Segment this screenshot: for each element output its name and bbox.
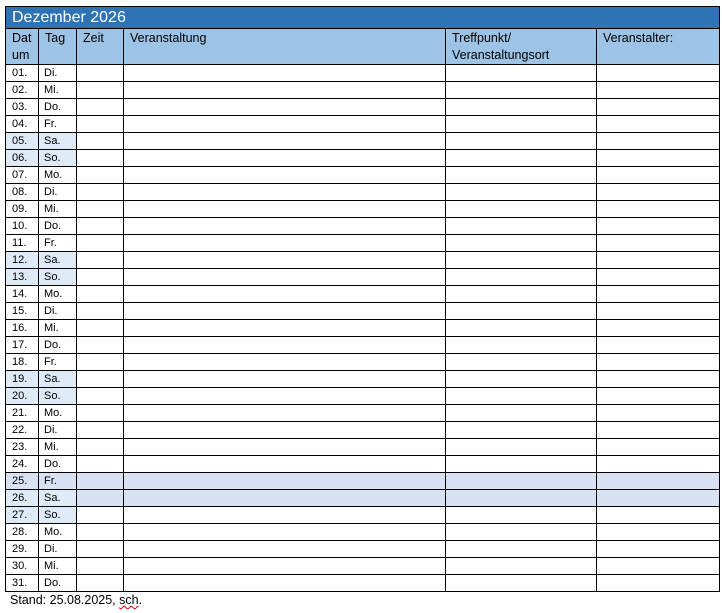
time-cell bbox=[77, 99, 124, 116]
table-row bbox=[6, 507, 720, 524]
location-cell bbox=[446, 575, 597, 592]
event-cell bbox=[124, 558, 446, 575]
location-cell bbox=[446, 303, 597, 320]
event-cell bbox=[124, 422, 446, 439]
date-cell: 29. bbox=[6, 541, 39, 558]
date-cell: 03. bbox=[6, 99, 39, 116]
organizer-cell bbox=[597, 184, 720, 201]
time-cell bbox=[77, 405, 124, 422]
footer-suffix: . bbox=[138, 593, 143, 607]
organizer-cell bbox=[597, 167, 720, 184]
event-cell bbox=[124, 354, 446, 371]
time-cell bbox=[77, 524, 124, 541]
day-cell: So. bbox=[39, 507, 77, 524]
location-cell bbox=[446, 490, 597, 507]
location-cell bbox=[446, 388, 597, 405]
table-row bbox=[6, 252, 720, 269]
date-cell: 18. bbox=[6, 354, 39, 371]
column-header-day: Tag bbox=[39, 29, 77, 65]
organizer-cell bbox=[597, 507, 720, 524]
table-row bbox=[6, 150, 720, 167]
footer-author: sch bbox=[119, 593, 139, 607]
table-row bbox=[6, 371, 720, 388]
column-header-organizer: Veranstalter: bbox=[597, 29, 720, 65]
time-cell bbox=[77, 388, 124, 405]
date-cell: 24. bbox=[6, 456, 39, 473]
location-cell bbox=[446, 354, 597, 371]
table-row bbox=[6, 116, 720, 133]
date-cell: 30. bbox=[6, 558, 39, 575]
event-cell bbox=[124, 541, 446, 558]
organizer-cell bbox=[597, 235, 720, 252]
day-cell: Mi. bbox=[39, 558, 77, 575]
event-cell bbox=[124, 65, 446, 82]
calendar-sheet bbox=[5, 6, 719, 592]
time-cell bbox=[77, 133, 124, 150]
table-row bbox=[6, 99, 720, 116]
date-cell: 25. bbox=[6, 473, 39, 490]
time-cell bbox=[77, 184, 124, 201]
organizer-cell bbox=[597, 490, 720, 507]
organizer-cell bbox=[597, 99, 720, 116]
organizer-cell bbox=[597, 388, 720, 405]
event-cell bbox=[124, 82, 446, 99]
event-cell bbox=[124, 269, 446, 286]
table-row bbox=[6, 575, 720, 592]
event-cell bbox=[124, 371, 446, 388]
day-cell: Mo. bbox=[39, 286, 77, 303]
day-cell: Mo. bbox=[39, 167, 77, 184]
location-cell bbox=[446, 456, 597, 473]
table-row bbox=[6, 167, 720, 184]
date-cell: 31. bbox=[6, 575, 39, 592]
day-cell: Do. bbox=[39, 575, 77, 592]
event-table bbox=[5, 6, 720, 592]
location-cell bbox=[446, 150, 597, 167]
event-cell bbox=[124, 167, 446, 184]
time-cell bbox=[77, 558, 124, 575]
table-row bbox=[6, 558, 720, 575]
table-row bbox=[6, 320, 720, 337]
organizer-cell bbox=[597, 269, 720, 286]
location-cell bbox=[446, 473, 597, 490]
date-cell: 19. bbox=[6, 371, 39, 388]
table-row bbox=[6, 303, 720, 320]
event-cell bbox=[124, 303, 446, 320]
day-cell: Mo. bbox=[39, 524, 77, 541]
day-cell: Mi. bbox=[39, 320, 77, 337]
date-cell: 04. bbox=[6, 116, 39, 133]
organizer-cell bbox=[597, 286, 720, 303]
time-cell bbox=[77, 201, 124, 218]
date-cell: 11. bbox=[6, 235, 39, 252]
day-cell: Fr. bbox=[39, 235, 77, 252]
day-cell: Di. bbox=[39, 541, 77, 558]
day-cell: Di. bbox=[39, 422, 77, 439]
time-cell bbox=[77, 269, 124, 286]
table-row bbox=[6, 133, 720, 150]
time-cell bbox=[77, 218, 124, 235]
day-cell: Mo. bbox=[39, 405, 77, 422]
month-title: Dezember 2026 bbox=[6, 7, 720, 29]
table-row bbox=[6, 490, 720, 507]
table-row bbox=[6, 286, 720, 303]
table-row bbox=[6, 354, 720, 371]
organizer-cell bbox=[597, 252, 720, 269]
location-cell bbox=[446, 133, 597, 150]
table-row bbox=[6, 405, 720, 422]
date-cell: 22. bbox=[6, 422, 39, 439]
date-cell: 10. bbox=[6, 218, 39, 235]
table-row bbox=[6, 269, 720, 286]
day-cell: Fr. bbox=[39, 354, 77, 371]
date-cell: 08. bbox=[6, 184, 39, 201]
day-cell: So. bbox=[39, 269, 77, 286]
date-cell: 26. bbox=[6, 490, 39, 507]
date-cell: 09. bbox=[6, 201, 39, 218]
day-cell: Di. bbox=[39, 65, 77, 82]
date-cell: 27. bbox=[6, 507, 39, 524]
time-cell bbox=[77, 439, 124, 456]
organizer-cell bbox=[597, 201, 720, 218]
event-cell bbox=[124, 116, 446, 133]
column-header-date: Dat um bbox=[6, 29, 39, 65]
time-cell bbox=[77, 456, 124, 473]
location-cell bbox=[446, 269, 597, 286]
time-cell bbox=[77, 320, 124, 337]
event-cell bbox=[124, 575, 446, 592]
table-row bbox=[6, 235, 720, 252]
time-cell bbox=[77, 252, 124, 269]
time-cell bbox=[77, 303, 124, 320]
date-cell: 01. bbox=[6, 65, 39, 82]
date-cell: 06. bbox=[6, 150, 39, 167]
event-cell bbox=[124, 235, 446, 252]
date-cell: 20. bbox=[6, 388, 39, 405]
date-cell: 05. bbox=[6, 133, 39, 150]
event-cell bbox=[124, 252, 446, 269]
location-cell bbox=[446, 286, 597, 303]
event-cell bbox=[124, 473, 446, 490]
date-cell: 13. bbox=[6, 269, 39, 286]
day-cell: Di. bbox=[39, 184, 77, 201]
organizer-cell bbox=[597, 116, 720, 133]
location-cell bbox=[446, 337, 597, 354]
day-cell: So. bbox=[39, 388, 77, 405]
day-cell: Do. bbox=[39, 218, 77, 235]
organizer-cell bbox=[597, 558, 720, 575]
time-cell bbox=[77, 65, 124, 82]
time-cell bbox=[77, 473, 124, 490]
column-header-time: Zeit bbox=[77, 29, 124, 65]
day-cell: Mi. bbox=[39, 439, 77, 456]
organizer-cell bbox=[597, 133, 720, 150]
day-cell: Sa. bbox=[39, 252, 77, 269]
location-cell bbox=[446, 507, 597, 524]
event-cell bbox=[124, 507, 446, 524]
event-cell bbox=[124, 320, 446, 337]
organizer-cell bbox=[597, 439, 720, 456]
location-cell bbox=[446, 320, 597, 337]
organizer-cell bbox=[597, 65, 720, 82]
location-cell bbox=[446, 82, 597, 99]
location-cell bbox=[446, 541, 597, 558]
event-cell bbox=[124, 456, 446, 473]
time-cell bbox=[77, 507, 124, 524]
organizer-cell bbox=[597, 405, 720, 422]
day-cell: Sa. bbox=[39, 490, 77, 507]
organizer-cell bbox=[597, 524, 720, 541]
date-cell: 07. bbox=[6, 167, 39, 184]
time-cell bbox=[77, 167, 124, 184]
event-cell bbox=[124, 184, 446, 201]
day-cell: Do. bbox=[39, 337, 77, 354]
day-cell: Fr. bbox=[39, 473, 77, 490]
location-cell bbox=[446, 371, 597, 388]
organizer-cell bbox=[597, 354, 720, 371]
day-cell: Do. bbox=[39, 456, 77, 473]
time-cell bbox=[77, 337, 124, 354]
date-cell: 14. bbox=[6, 286, 39, 303]
location-cell bbox=[446, 116, 597, 133]
day-cell: Sa. bbox=[39, 371, 77, 388]
location-cell bbox=[446, 201, 597, 218]
organizer-cell bbox=[597, 371, 720, 388]
organizer-cell bbox=[597, 422, 720, 439]
time-cell bbox=[77, 575, 124, 592]
organizer-cell bbox=[597, 303, 720, 320]
table-row bbox=[6, 218, 720, 235]
time-cell bbox=[77, 422, 124, 439]
event-cell bbox=[124, 99, 446, 116]
organizer-cell bbox=[597, 320, 720, 337]
time-cell bbox=[77, 541, 124, 558]
event-cell bbox=[124, 490, 446, 507]
date-cell: 17. bbox=[6, 337, 39, 354]
date-cell: 12. bbox=[6, 252, 39, 269]
location-cell bbox=[446, 65, 597, 82]
time-cell bbox=[77, 490, 124, 507]
event-cell bbox=[124, 524, 446, 541]
event-cell bbox=[124, 218, 446, 235]
time-cell bbox=[77, 150, 124, 167]
location-cell bbox=[446, 422, 597, 439]
location-cell bbox=[446, 218, 597, 235]
organizer-cell bbox=[597, 575, 720, 592]
day-cell: Sa. bbox=[39, 133, 77, 150]
event-cell bbox=[124, 388, 446, 405]
location-cell bbox=[446, 99, 597, 116]
organizer-cell bbox=[597, 456, 720, 473]
organizer-cell bbox=[597, 150, 720, 167]
day-cell: Di. bbox=[39, 303, 77, 320]
time-cell bbox=[77, 82, 124, 99]
footer-stand bbox=[10, 593, 142, 607]
organizer-cell bbox=[597, 218, 720, 235]
date-cell: 23. bbox=[6, 439, 39, 456]
location-cell bbox=[446, 558, 597, 575]
column-header-location: Treffpunkt/ Veranstaltungsort bbox=[446, 29, 597, 65]
header-row bbox=[6, 29, 720, 65]
table-row bbox=[6, 524, 720, 541]
location-cell bbox=[446, 252, 597, 269]
event-cell bbox=[124, 337, 446, 354]
location-cell bbox=[446, 405, 597, 422]
table-row bbox=[6, 388, 720, 405]
table-row bbox=[6, 473, 720, 490]
table-row bbox=[6, 201, 720, 218]
table-row bbox=[6, 65, 720, 82]
event-cell bbox=[124, 133, 446, 150]
table-row bbox=[6, 82, 720, 99]
event-cell bbox=[124, 286, 446, 303]
date-cell: 21. bbox=[6, 405, 39, 422]
table-row bbox=[6, 337, 720, 354]
location-cell bbox=[446, 167, 597, 184]
date-cell: 28. bbox=[6, 524, 39, 541]
organizer-cell bbox=[597, 473, 720, 490]
column-header-event: Veranstaltung bbox=[124, 29, 446, 65]
location-cell bbox=[446, 184, 597, 201]
table-row bbox=[6, 541, 720, 558]
table-row bbox=[6, 184, 720, 201]
event-cell bbox=[124, 150, 446, 167]
date-cell: 16. bbox=[6, 320, 39, 337]
time-cell bbox=[77, 116, 124, 133]
table-row bbox=[6, 456, 720, 473]
location-cell bbox=[446, 524, 597, 541]
date-cell: 02. bbox=[6, 82, 39, 99]
time-cell bbox=[77, 286, 124, 303]
footer-prefix: Stand: 25.08.2025, bbox=[10, 593, 120, 607]
organizer-cell bbox=[597, 541, 720, 558]
day-cell: Mi. bbox=[39, 201, 77, 218]
location-cell bbox=[446, 235, 597, 252]
day-cell: So. bbox=[39, 150, 77, 167]
date-cell: 15. bbox=[6, 303, 39, 320]
day-cell: Do. bbox=[39, 99, 77, 116]
event-cell bbox=[124, 201, 446, 218]
day-cell: Mi. bbox=[39, 82, 77, 99]
table-row bbox=[6, 439, 720, 456]
organizer-cell bbox=[597, 82, 720, 99]
event-cell bbox=[124, 439, 446, 456]
time-cell bbox=[77, 354, 124, 371]
time-cell bbox=[77, 371, 124, 388]
day-cell: Fr. bbox=[39, 116, 77, 133]
time-cell bbox=[77, 235, 124, 252]
table-row bbox=[6, 422, 720, 439]
location-cell bbox=[446, 439, 597, 456]
table-body bbox=[6, 65, 720, 592]
event-cell bbox=[124, 405, 446, 422]
organizer-cell bbox=[597, 337, 720, 354]
